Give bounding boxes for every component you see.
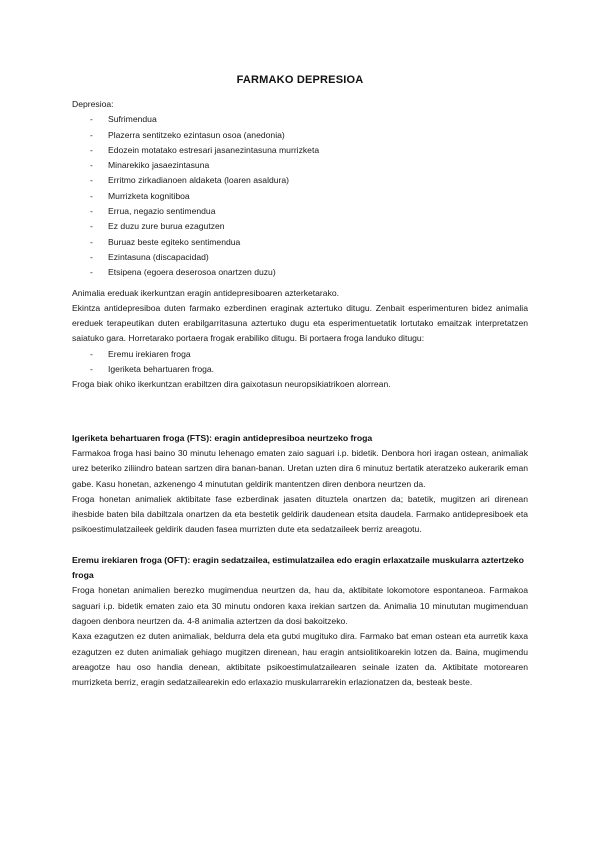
list-item: - Edozein motatako estresari jasanezintasuna murrizketa <box>72 143 528 158</box>
fts-paragraph-1: Farmakoa froga hasi baino 30 minutu lehenago ematen zaio saguari i.p. bidetik. Denbora hori iragan ostean, animaliak urez beteriko ziliindro batean sartzen dira banan-banan. Uretan uzten dira 6 minutuz bertatik ateratzeko aukerarik eman gabe. Kasu honetan, azkenengo 4 minututan geldirik mantentzen diren denbora neurtzen da. <box>72 447 528 489</box>
intro-heading: Depresioa: <box>72 99 114 109</box>
list-item: - Eremu irekiaren froga <box>72 347 528 362</box>
tests-note: Froga biak ohiko ikerkuntzan erabiltzen dira gaixotasun neuropsikiatrikoen alorrean. <box>72 379 391 390</box>
fts-paragraph-2: Froga honetan animaliek aktibitate fase ezberdinak jasaten dituztela onartzen da; batetik, mugitzen ari direnean ihesbide baten bila dabiltzala onartzen da eta bestetik geldirik daudenean etsita daudela. Farmako antidepresiboek eta psikoestimulatzaileek geldirik dauden fasea murrizten dute eta sedatzaileek berriz areagotu. <box>72 493 528 535</box>
models-paragraph: Ekintza antidepresiboa duten farmako ezberdinen eraginak aztertuko ditugu. Zenbait esperimenturen bidez animalia ereduek terapeutikan duten erabilgarritasuna aztertuko dugu eta esperimentuetatik lortutako emaitzak interpretatzen saiatuko gara. Horretarako portaera frogak erabiliko ditugu. Bi portaera froga landuko ditugu: <box>72 302 528 344</box>
oft-paragraph-2: Kaxa ezagutzen ez duten animaliak, beldurra dela eta gutxi mugituko dira. Farmako bat eman ostean eta aurretik kaxa ezagutzen ez duten animaliak gehiago mugitzen direnean, hau eragin antsiolitikoarekin lotzen da. Baina, mugimendu areagotze hau oso handia denean, aktibitate psikoestimulatzailearen seinale izaten da. Aktibitate motorearen murrizketa berriz, eragin sedatzailearekin edo erlaxazio muskularrarekin erlazionatzen da, besteak beste. <box>72 631 528 688</box>
list-item: - Murrizketa kognitiboa <box>72 189 528 204</box>
list-item: - Plazerra sentitzeko ezintasun osoa (anedonia) <box>72 128 528 143</box>
list-item: - Erritmo zirkadianoen aldaketa (loaren asaldura) <box>72 173 528 188</box>
fts-heading: Igeriketa behartuaren froga (FTS): eragin antidepresiboa neurtzeko froga <box>72 432 373 443</box>
list-item: - Sufrimendua <box>72 112 528 127</box>
list-item: - Etsipena (egoera deserosoa onartzen duzu) <box>72 265 528 280</box>
list-item: - Ezintasuna (discapacidad) <box>72 250 528 265</box>
oft-paragraph-1: Froga honetan animalien berezko mugimendua neurtzen da, hau da, aktibitate lokomotore espontaneoa. Farmakoa saguari i.p. bidetik ematen zaio eta 30 minutu ondoren kaxa irekian sartzen da. Animalia 10 minututan mugimenduan dagoen denbora neurtzen da. 4-8 animalia aztertzen da dosi bakoitzeko. <box>72 585 528 626</box>
list-item: - Errua, negazio sentimendua <box>72 204 528 219</box>
list-item: - Ez duzu zure burua ezagutzen <box>72 219 528 234</box>
oft-heading: Eremu irekiaren froga (OFT): eragin sedatzailea, estimulatzailea edo eragin erlaxatzaile muskularra aztertzeko froga <box>72 554 524 581</box>
list-item: - Minarekiko jasaezintasuna <box>72 158 528 173</box>
models-line: Animalia ereduak ikerkuntzan eragin antidepresiboaren azterketarako. <box>72 287 340 298</box>
symptom-list <box>72 112 528 280</box>
page-title: FARMAKO DEPRESIOA <box>236 74 364 86</box>
test-list <box>72 347 528 378</box>
list-item: - Igeriketa behartuaren froga. <box>72 362 528 377</box>
list-item: - Buruaz beste egiteko sentimendua <box>72 235 528 250</box>
